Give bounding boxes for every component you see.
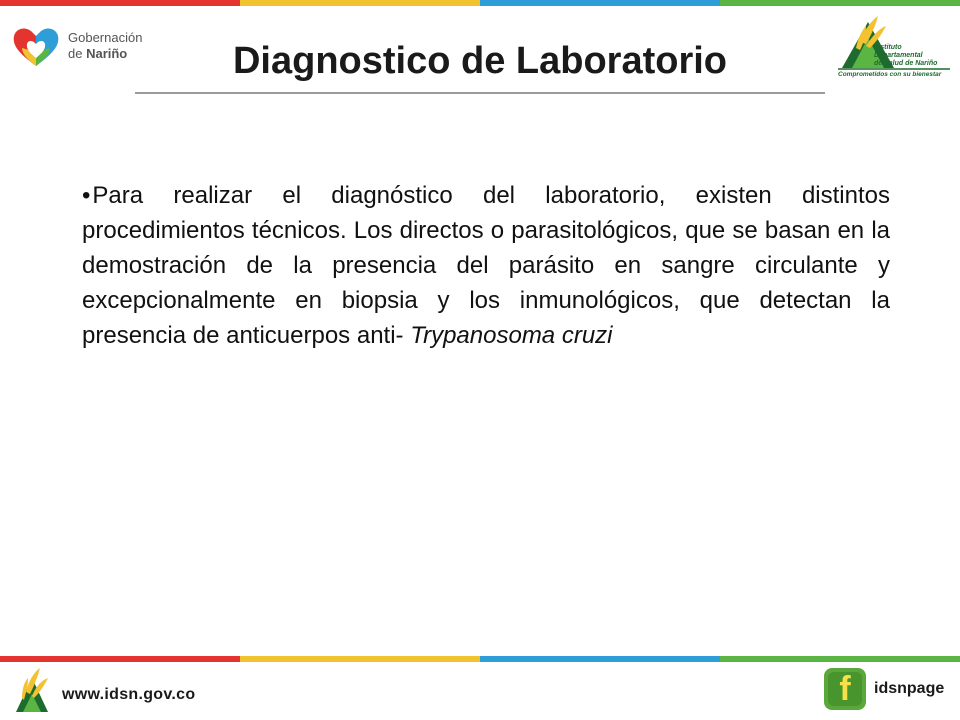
gobernacion-wordmark: [68, 30, 142, 62]
idsn-logo: [838, 12, 952, 92]
bullet-paragraph: [82, 178, 890, 353]
stripe-yellow: [240, 0, 480, 6]
idsn-line1: Instituto: [874, 44, 902, 51]
facebook-icon[interactable]: [824, 668, 866, 710]
idsn-line2: Departamental: [874, 52, 923, 59]
paragraph-text: Para realizar el diagnóstico del laboratorio, existen distintos procedimientos técnicos. Los directos o parasitológicos, que se basan en la demostración de la presencia del parásito en sangre circulante y excepcionalmente en biopsia y los inmunológicos, que detectan la presencia de anticuerpos anti-: [82, 182, 890, 349]
idsn-tagline: Comprometidos con su bienestar: [838, 71, 942, 78]
stripe-blue: [480, 0, 720, 6]
stripe-green: [720, 0, 960, 6]
social-handle[interactable]: idsnpage: [874, 680, 945, 697]
heart-logo-icon: [10, 24, 62, 70]
species-name: Trypanosoma cruzi: [410, 322, 613, 349]
slide-body: [82, 178, 890, 353]
top-color-stripe: [0, 0, 960, 6]
idsn-wordmark: [874, 44, 937, 68]
gobernacion-line2: de Nariño: [68, 46, 128, 61]
idsn-small-emblem-icon: [14, 662, 58, 716]
footer-social: [820, 664, 960, 714]
stripe-yellow: [240, 656, 480, 662]
slide-title: Diagnostico de Laboratorio: [232, 40, 728, 82]
bullet-marker: •: [82, 182, 91, 209]
gobernacion-line1: Gobernación: [68, 30, 143, 45]
stripe-green: [720, 656, 960, 662]
stripe-red: [0, 0, 240, 6]
website-link[interactable]: www.idsn.gov.co: [62, 686, 196, 703]
facebook-f-glyph: f: [839, 670, 851, 708]
stripe-blue: [480, 656, 720, 662]
idsn-line3: de Salud de Nariño: [874, 60, 938, 67]
footer-website: [14, 662, 214, 716]
title-underline: [135, 92, 825, 94]
